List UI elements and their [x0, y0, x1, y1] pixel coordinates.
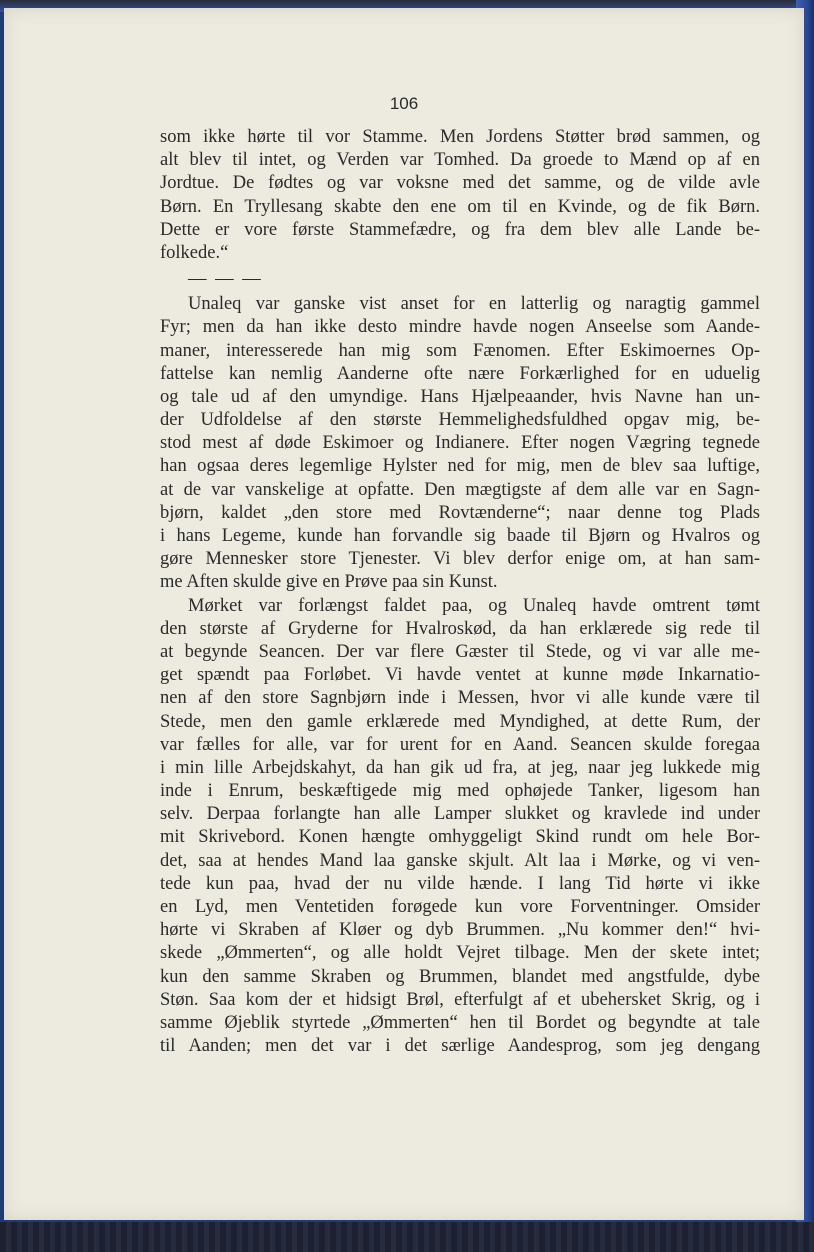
text-line: stod mest af døde Eskimoer og Indianere. Efter nogen Vægring tegnede [160, 433, 760, 454]
text-line: fattelse kan nemlig Aanderne ofte nære Forkærlighed for en uduelig [160, 363, 760, 384]
text-line: at begynde Seancen. Der var flere Gæster til Stede, og vi var alle me- [160, 641, 760, 662]
text-line: det, saa at hendes Mand laa ganske skjult. Alt laa i Mørke, og vi ven- [160, 850, 760, 871]
text-line: i hans Legeme, kunde han forvandle sig baade til Bjørn og Hvalros og [160, 526, 760, 546]
text-line: tede kun paa, hvad der nu vilde hænde. I lang Tid hørte vi ikke [160, 873, 760, 894]
text-line: mit Skrivebord. Konen hængte omhyggeligt Skind rundt om hele Bor- [160, 827, 760, 848]
text-line: som ikke hørte til vor Stamme. Men Jordens Støtter brød sammen, og [160, 127, 760, 147]
text-line: maner, interesserede han mig som Fænomen. Efter Eskimoernes Op- [160, 340, 760, 361]
text-line: bjørn, kaldet „den store med Rovtænderne“; naar denne tog Plads [160, 502, 760, 523]
text-line: Mørket var forlængst faldet paa, og Unaleq havde omtrent tømt [188, 595, 760, 616]
text-line: Unaleq var ganske vist anset for en latterlig og naragtig gammel [188, 294, 760, 315]
text-line: der Udfoldelse af den største Hemmelighedsfuldhed opgav mig, be- [160, 410, 760, 431]
text-line: inde i Enrum, beskæftigede mig med ophøjede Tanker, ligesom han [160, 781, 760, 802]
text-line: gøre Mennesker store Tjenester. Vi blev derfor enige om, at han sam- [160, 549, 760, 570]
body-text [160, 126, 760, 1058]
text-line: Dette er vore første Stammefædre, og fra dem blev alle Lande be- [160, 219, 760, 240]
text-line: skede „Ømmerten“, og alle holdt Vejret tilbage. Men der skete intet; [160, 943, 760, 964]
text-line: samme Øjeblik styrtede „Ømmerten“ hen til Bordet og begyndte at tale [160, 1012, 760, 1033]
text-line: hørte vi Skraben af Kløer og dyb Brummen. „Nu kommer den!“ hvi- [160, 920, 760, 941]
text-line: var fælles for alle, var for urent for en Aand. Seancen skulde foregaa [160, 734, 760, 755]
text-line: get spændt paa Forløbet. Vi havde ventet at kunne møde Inkarnatio- [160, 665, 760, 686]
text-line: i min lille Arbejdskahyt, da han gik ud fra, at jeg, naar jeg lukkede mig [160, 757, 760, 778]
text-line: at de var vanskelige at opfatte. Den mægtigste af dem alle var en Sagn- [160, 479, 760, 500]
text-line: en Lyd, men Ventetiden forøgede kun vore Forventninger. Omsider [160, 897, 760, 917]
text-line: Jordtue. De fødtes og var voksne med det samme, og de vilde avle [160, 173, 760, 194]
section-separator: — — — [188, 269, 263, 290]
text-line: Børn. En Tryllesang skabte den ene om til en Kvinde, og de fik Børn. [160, 196, 760, 217]
book-page [4, 8, 804, 1220]
text-line: kun den samme Skraben og Brummen, blandet med angstfulde, dybe [160, 966, 760, 987]
text-line: Stede, men den gamle erklærede med Myndighed, at dette Rum, der [160, 711, 760, 732]
text-line: Fyr; men da han ikke desto mindre havde nogen Anseelse som Aande- [160, 317, 760, 338]
text-line: og tale ud af den umyndige. Hans Hjælpeaander, hvis Navne han un- [160, 386, 760, 407]
book-cover-bottom-edge [0, 1222, 814, 1252]
text-line: han ogsaa deres legemlige Hylster ned for mig, men de blev saa luftige, [160, 456, 760, 477]
text-line: folkede.“ [160, 242, 229, 263]
page-number: 106 [389, 94, 419, 113]
text-line: nen af den store Sagnbjørn inde i Messen, hvor vi alle kunde være til [160, 688, 760, 709]
text-line: me Aften skulde give en Prøve paa sin Kunst. [160, 572, 498, 593]
text-line: selv. Derpaa forlangte han alle Lamper slukket og kravlede ind under [160, 804, 760, 825]
text-line: alt blev til intet, og Verden var Tomhed. Da groede to Mænd op af en [160, 150, 760, 171]
text-line: til Aanden; men det var i det særlige Aandesprog, som jeg dengang [160, 1036, 760, 1057]
text-line: den største af Gryderne for Hvalroskød, da han erklærede sig rede til [160, 618, 760, 639]
text-line: Støn. Saa kom der et hidsigt Brøl, efterfulgt af et ubehersket Skrig, og i [160, 989, 760, 1010]
